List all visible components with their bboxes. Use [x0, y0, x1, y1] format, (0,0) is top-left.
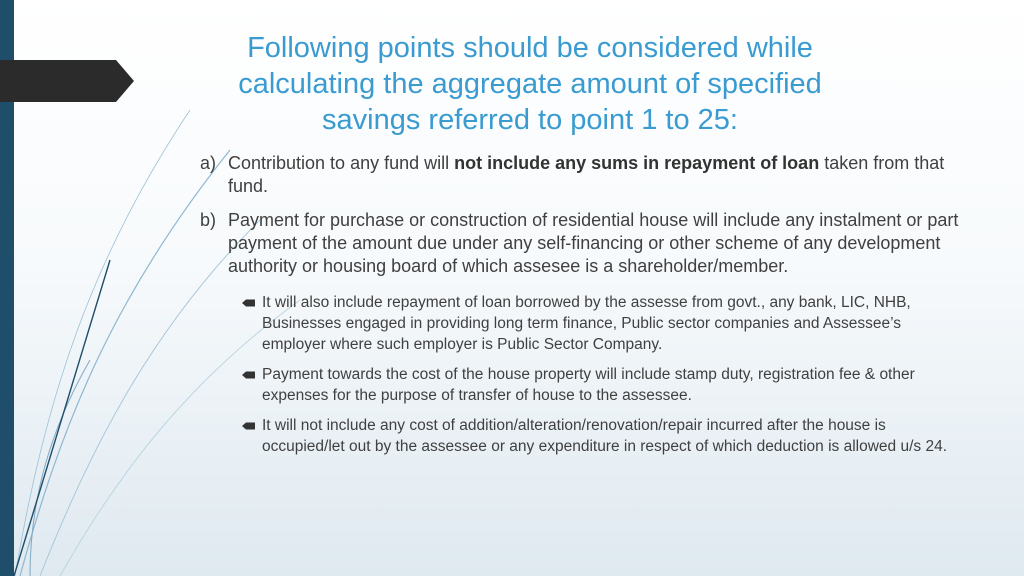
sub-list-item	[242, 292, 962, 355]
sub-points-list	[242, 292, 980, 457]
pencil-icon	[242, 421, 256, 431]
slide-title: Following points should be considered while calculating the aggregate amount of specified savings referred to point 1 to 25:	[238, 32, 822, 136]
sub-item-text: It will also include repayment of loan borrowed by the assesse from govt., any bank, LIC, NHB, Businesses engaged in providing long term finance, Public sector companies and Assessee’s employer where such employer is Public Sector Company.	[262, 294, 911, 353]
item-marker: a)	[200, 153, 217, 173]
sub-list-item	[242, 364, 962, 406]
sub-item-text: Payment towards the cost of the house property will include stamp duty, registration fee & other expenses for the purpose of transfer of house to the assessee.	[262, 366, 915, 404]
points-list	[200, 152, 980, 468]
list-item	[200, 152, 980, 198]
sub-list-item	[242, 415, 962, 457]
tab-arrow-shape	[0, 60, 134, 102]
pencil-icon	[242, 370, 256, 380]
sub-item-text: It will not include any cost of addition/alteration/renovation/repair incurred after the house is occupied/let out by the assessee or any expenditure in respect of which deduction is allowed u/s 24.	[262, 417, 947, 455]
pencil-icon	[242, 298, 256, 308]
item-text-bold: not include any sums in repayment of loan	[454, 153, 820, 173]
item-text-after: taken from that fund.	[228, 153, 945, 196]
list-item	[200, 209, 980, 457]
item-text-before: Contribution to any fund will	[228, 153, 455, 173]
item-marker: b)	[200, 210, 217, 230]
item-text: Payment for purchase or construction of residential house will include any instalment or part payment of the amount due under any self-financing or other scheme of any development authority or housing board of which assesee is a shareholder/member.	[228, 210, 959, 276]
